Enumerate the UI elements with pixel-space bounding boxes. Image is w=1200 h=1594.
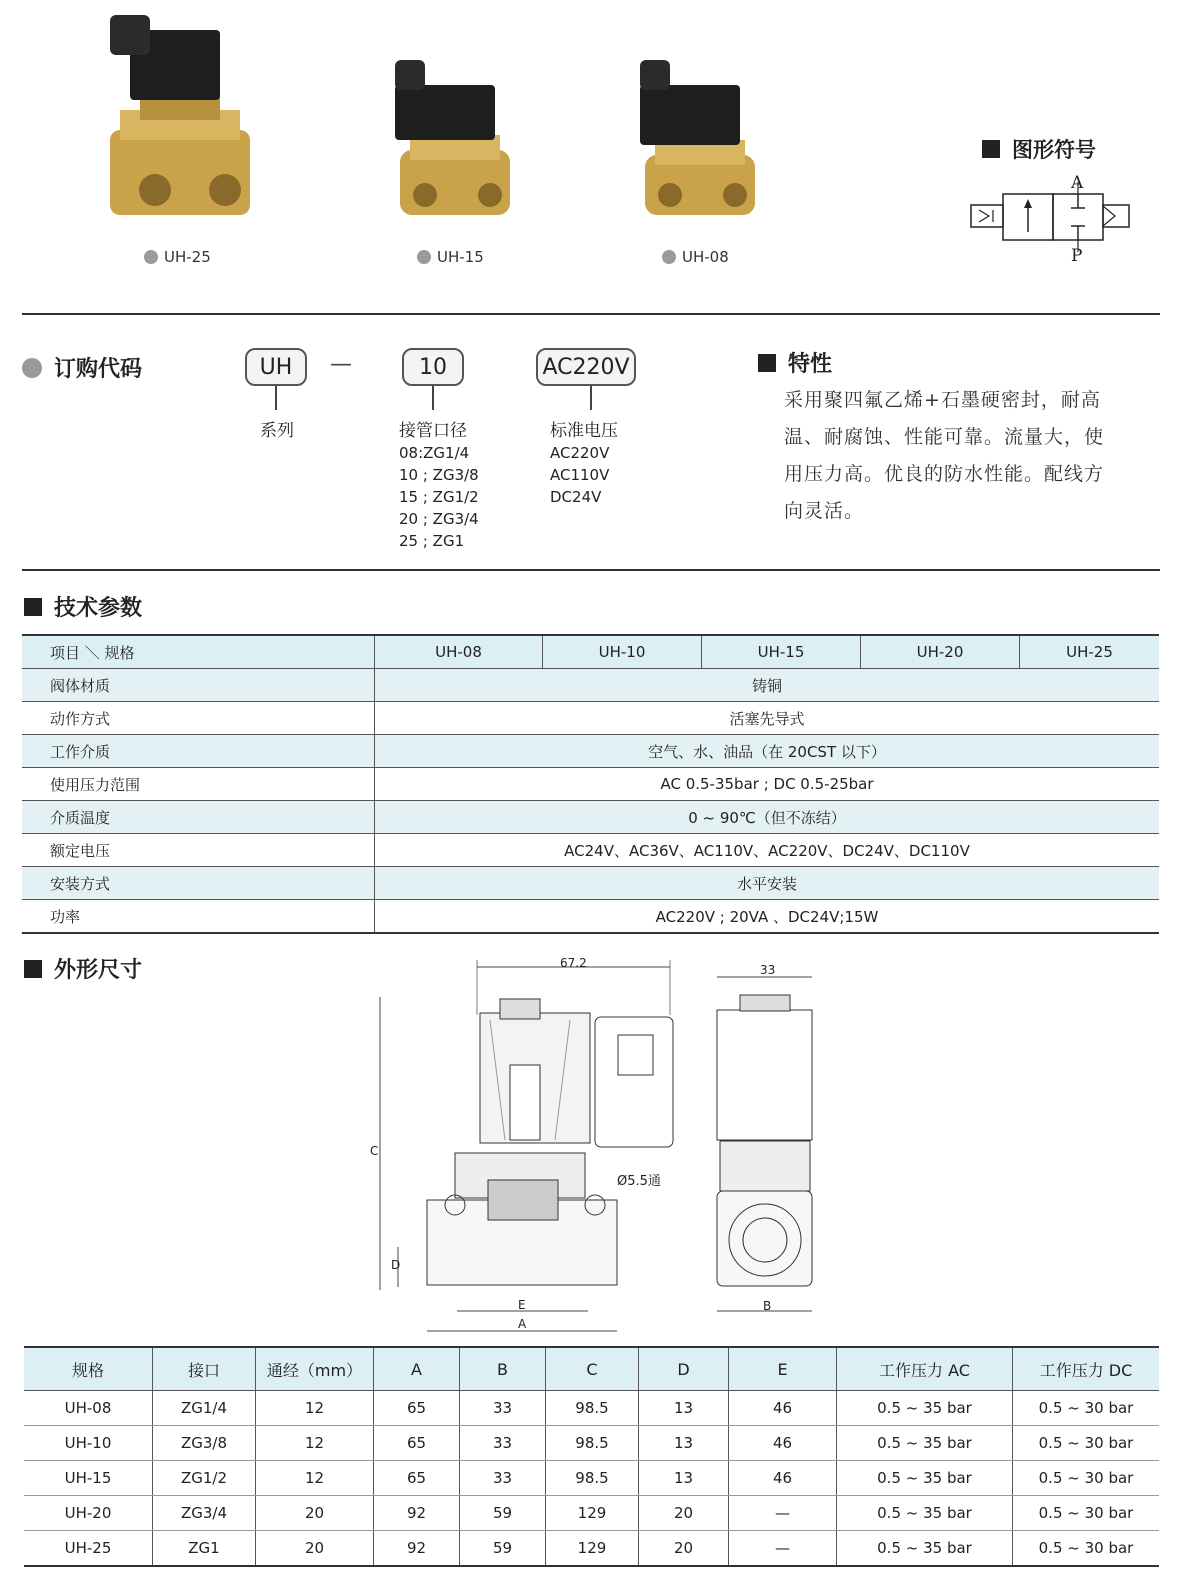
dimensions-table: [24, 1346, 1159, 1567]
voltage-label: 标准电压: [550, 421, 618, 441]
dim-cell: 13: [639, 1391, 729, 1426]
dim-cell: 59: [460, 1496, 546, 1531]
tech-row-label: 额定电压: [22, 834, 375, 867]
dim-cell: 13: [639, 1461, 729, 1496]
dim-header-cell: 通经（mm）: [256, 1347, 374, 1391]
order-title: 订购代码: [22, 352, 142, 383]
dim-row: [24, 1391, 1159, 1426]
port-option: 15 ; ZG1/2: [399, 488, 479, 506]
code-box-port: 10: [402, 348, 464, 386]
dim-hole-label: Ø5.5通: [617, 1174, 661, 1189]
dim-cell: —: [729, 1496, 837, 1531]
section-square-icon: [982, 140, 1000, 158]
features-line: 采用聚四氟乙烯+石墨硬密封，耐高: [784, 389, 1101, 411]
dim-cell: 0.5 ~ 35 bar: [837, 1531, 1013, 1567]
port-options: [399, 420, 479, 552]
tech-row-value: AC24V、AC36V、AC110V、AC220V、DC24V、DC110V: [375, 834, 1160, 867]
section-square-icon: [24, 598, 42, 616]
tech-row-value: AC220V ; 20VA 、DC24V;15W: [375, 900, 1160, 934]
dim-cell: 33: [460, 1426, 546, 1461]
features-line: 温、耐腐蚀、性能可靠。流量大，使: [784, 426, 1105, 448]
dim-cell: 129: [546, 1496, 639, 1531]
product-label-uh08: UH-08: [662, 248, 729, 266]
dim-header-cell: B: [460, 1347, 546, 1391]
code-connector-line: [275, 386, 277, 410]
dim-d-label: D: [391, 1258, 401, 1272]
dim-row: [24, 1496, 1159, 1531]
voltage-option: AC110V: [550, 466, 610, 484]
dim-header-cell: 接口: [153, 1347, 256, 1391]
symbol-title: 图形符号: [982, 134, 1096, 164]
dim-header-cell: 工作压力 AC: [837, 1347, 1013, 1391]
symbol-port-p: P: [1071, 246, 1083, 266]
tech-row: [22, 669, 1159, 702]
tech-model-col: UH-08: [375, 635, 543, 669]
dim-a-label: A: [518, 1317, 527, 1331]
tech-row-label: 功率: [22, 900, 375, 934]
tech-row-value: 0 ~ 90℃（但不冻结）: [375, 801, 1160, 834]
dimensions-title: 外形尺寸: [24, 953, 142, 984]
dim-cell: 13: [639, 1426, 729, 1461]
tech-row: [22, 768, 1159, 801]
features-line: 向灵活。: [784, 500, 865, 522]
tech-row-label: 阀体材质: [22, 669, 375, 702]
dim-cell: 0.5 ~ 30 bar: [1013, 1461, 1160, 1496]
dim-cell: 0.5 ~ 30 bar: [1013, 1426, 1160, 1461]
dim-cell: 46: [729, 1391, 837, 1426]
tech-model-col: UH-15: [702, 635, 861, 669]
dim-cell: UH-15: [24, 1461, 153, 1496]
dim-cell: —: [729, 1531, 837, 1567]
tech-row-value: 铸铜: [375, 669, 1160, 702]
tech-row-label: 介质温度: [22, 801, 375, 834]
dim-cell: ZG3/4: [153, 1496, 256, 1531]
dim-row: [24, 1426, 1159, 1461]
tech-row: [22, 900, 1159, 934]
tech-row-value: 活塞先导式: [375, 702, 1160, 735]
dim-cell: ZG1/2: [153, 1461, 256, 1496]
code-box-voltage: AC220V: [536, 348, 636, 386]
tech-row: [22, 867, 1159, 900]
tech-model-col: UH-20: [861, 635, 1020, 669]
dim-row: [24, 1531, 1159, 1567]
code-box-series: UH: [245, 348, 307, 386]
port-option: 08:ZG1/4: [399, 444, 470, 462]
dim-cell: 0.5 ~ 35 bar: [837, 1496, 1013, 1531]
voltage-option: DC24V: [550, 488, 602, 506]
tech-row-value: 空气、水、油品（在 20CST 以下）: [375, 735, 1160, 768]
symbol-port-a: A: [1071, 173, 1084, 193]
bullet-dot-icon: [662, 250, 676, 264]
product-uh25-image: [100, 10, 260, 225]
port-option: 20 ; ZG3/4: [399, 510, 479, 528]
code-dash: —: [330, 352, 352, 377]
tech-model-col: UH-25: [1020, 635, 1160, 669]
product-label-uh25: UH-25: [144, 248, 211, 266]
dim-cell: UH-25: [24, 1531, 153, 1567]
dim-cell: 33: [460, 1391, 546, 1426]
dim-cell: ZG1/4: [153, 1391, 256, 1426]
section-square-icon: [758, 354, 776, 372]
dim-cell: 0.5 ~ 35 bar: [837, 1426, 1013, 1461]
dim-cell: 0.5 ~ 35 bar: [837, 1461, 1013, 1496]
dim-b-label: B: [763, 1299, 772, 1313]
code-connector-line: [590, 386, 592, 410]
voltage-option: AC220V: [550, 444, 610, 462]
dim-e-label: E: [518, 1298, 526, 1312]
dim-cell: UH-10: [24, 1426, 153, 1461]
bullet-dot-icon: [22, 358, 42, 378]
voltage-options: [550, 420, 618, 508]
dim-cell: 98.5: [546, 1391, 639, 1426]
bullet-dot-icon: [417, 250, 431, 264]
dim-cell: 20: [256, 1531, 374, 1567]
features-title: 特性: [758, 347, 832, 378]
dim-width-label: 67.2: [560, 956, 587, 970]
tech-row-label: 安装方式: [22, 867, 375, 900]
dim-depth-label: 33: [760, 963, 776, 977]
tech-header-row: [22, 635, 1159, 669]
dim-cell: 20: [639, 1496, 729, 1531]
product-label-uh15: UH-15: [417, 248, 484, 266]
tech-row: [22, 735, 1159, 768]
dim-cell: 46: [729, 1461, 837, 1496]
dim-cell: 20: [639, 1531, 729, 1567]
section-square-icon: [24, 960, 42, 978]
divider: [22, 569, 1160, 571]
dim-header-cell: 工作压力 DC: [1013, 1347, 1160, 1391]
tech-row: [22, 702, 1159, 735]
dim-cell: 0.5 ~ 35 bar: [837, 1391, 1013, 1426]
dim-cell: 65: [374, 1461, 460, 1496]
dim-cell: 65: [374, 1391, 460, 1426]
divider: [22, 313, 1160, 315]
dim-cell: 129: [546, 1531, 639, 1567]
tech-row-value: AC 0.5-35bar ; DC 0.5-25bar: [375, 768, 1160, 801]
tech-row-label: 动作方式: [22, 702, 375, 735]
dim-cell: 59: [460, 1531, 546, 1567]
dim-header-cell: D: [639, 1347, 729, 1391]
port-option: 25 ; ZG1: [399, 532, 465, 550]
dim-cell: 33: [460, 1461, 546, 1496]
dim-cell: ZG3/8: [153, 1426, 256, 1461]
dim-row: [24, 1461, 1159, 1496]
dim-c-label: C: [370, 1144, 379, 1158]
tech-row: [22, 801, 1159, 834]
dim-cell: 0.5 ~ 30 bar: [1013, 1531, 1160, 1567]
dim-header-cell: C: [546, 1347, 639, 1391]
tech-model-col: UH-10: [543, 635, 702, 669]
port-option: 10 ; ZG3/8: [399, 466, 479, 484]
tech-row-label: 工作介质: [22, 735, 375, 768]
dimension-drawing: [370, 955, 840, 1335]
bullet-dot-icon: [144, 250, 158, 264]
tech-table: [22, 634, 1159, 934]
dim-cell: ZG1: [153, 1531, 256, 1567]
dim-cell: 92: [374, 1531, 460, 1567]
dim-cell: UH-08: [24, 1391, 153, 1426]
dim-cell: 65: [374, 1426, 460, 1461]
tech-header-label: 项目 ＼ 规格: [22, 635, 375, 669]
tech-row: [22, 834, 1159, 867]
product-uh08-image: [630, 60, 760, 220]
port-label: 接管口径: [399, 421, 467, 441]
features-text: [784, 382, 1144, 530]
dim-cell: 12: [256, 1391, 374, 1426]
dim-cell: 0.5 ~ 30 bar: [1013, 1496, 1160, 1531]
tech-row-label: 使用压力范围: [22, 768, 375, 801]
dim-header-cell: A: [374, 1347, 460, 1391]
dim-header-cell: E: [729, 1347, 837, 1391]
features-line: 用压力高。优良的防水性能。配线方: [784, 463, 1105, 485]
dim-cell: 12: [256, 1461, 374, 1496]
dim-cell: 98.5: [546, 1426, 639, 1461]
code-connector-line: [432, 386, 434, 410]
dim-cell: 46: [729, 1426, 837, 1461]
dim-cell: 20: [256, 1496, 374, 1531]
dim-cell: 12: [256, 1426, 374, 1461]
dim-cell: 0.5 ~ 30 bar: [1013, 1391, 1160, 1426]
valve-symbol-diagram: [965, 172, 1135, 267]
dim-cell: 92: [374, 1496, 460, 1531]
tech-title: 技术参数: [24, 591, 142, 622]
dim-header-row: [24, 1347, 1159, 1391]
product-uh15-image: [385, 60, 515, 220]
series-label: 系列: [260, 421, 294, 441]
dim-cell: 98.5: [546, 1461, 639, 1496]
dim-header-cell: 规格: [24, 1347, 153, 1391]
tech-row-value: 水平安装: [375, 867, 1160, 900]
dim-cell: UH-20: [24, 1496, 153, 1531]
